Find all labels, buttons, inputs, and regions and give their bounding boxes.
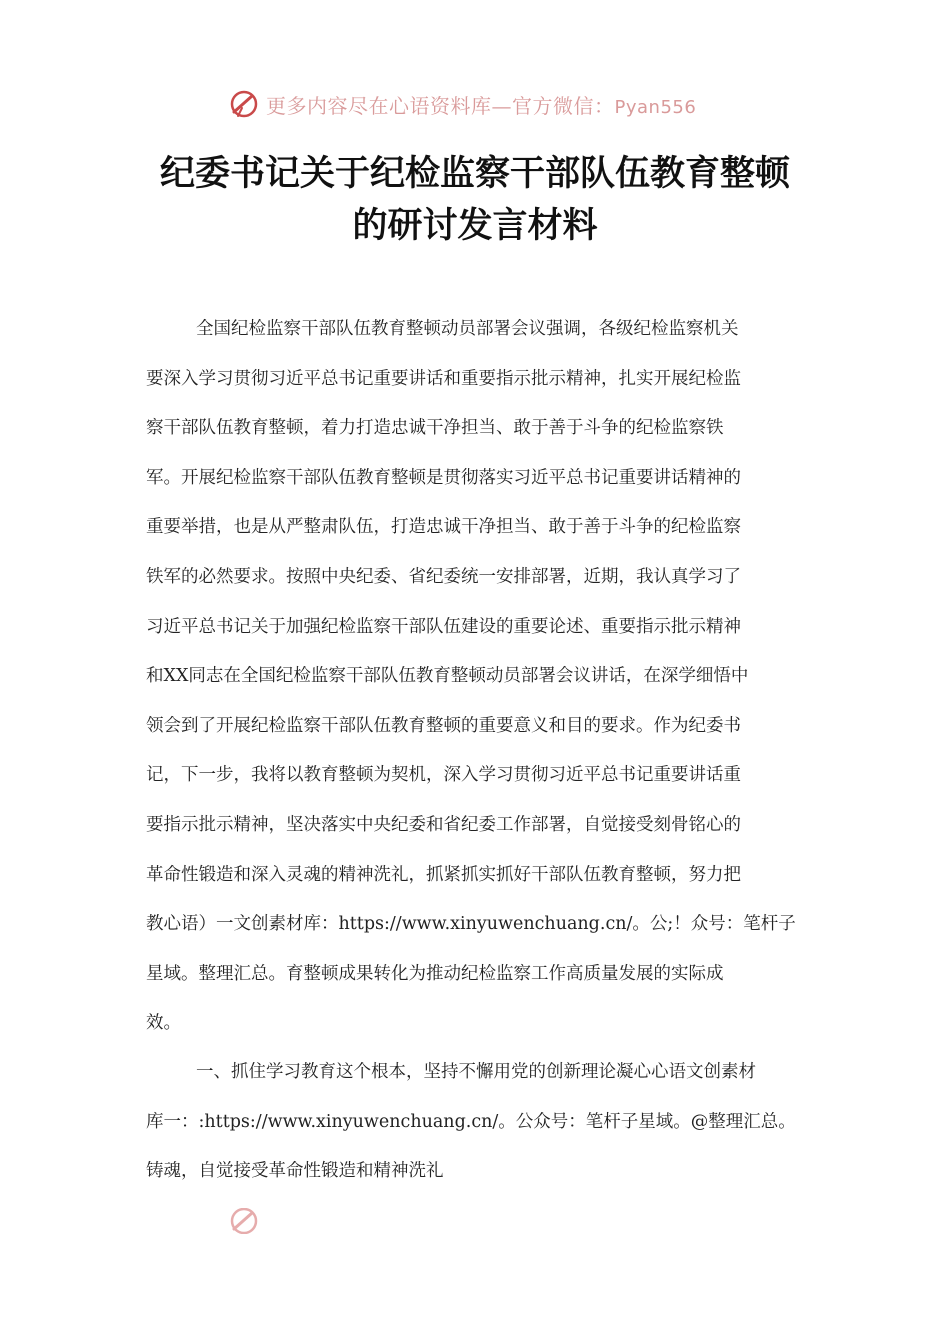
section-heading-line: 一、抓住学习教育这个根本，坚持不懈用党的创新理论凝心心语文创素材 bbox=[196, 1062, 756, 1082]
text-line: 铸魂，自觉接受革命性锻造和精神洗礼 bbox=[146, 1161, 444, 1182]
title-line-1: 纪委书记关于纪检监察干部队伍教育整顿 bbox=[159, 153, 790, 194]
text-line: 和XX同志在全国纪检监察干部队伍教育整顿动员部署会议讲话，在深学细悟中 bbox=[146, 666, 749, 687]
text-line: 库一：:https://www.xinyuwenchuang.cn/。公众号：笔杆子星域。@整理汇总。 bbox=[146, 1111, 796, 1132]
text-line: 铁军的必然要求。按照中央纪委、省纪委统一安排部署，近期，我认真学习了 bbox=[146, 566, 741, 587]
text-line: 要深入学习贯彻习近平总书记重要讲话和重要指示批示精神，扎实开展纪检监 bbox=[146, 368, 741, 389]
text-line: 重要举措，也是从严整肃队伍，打造忠诚干净担当、敢于善于斗争的纪检监察 bbox=[146, 517, 741, 538]
text-line: 要指示批示精神，坚决落实中央纪委和省纪委工作部署，自觉接受刻骨铭心的 bbox=[146, 814, 741, 835]
document-title bbox=[120, 148, 830, 252]
text-line: 察干部队伍教育整顿，着力打造忠诚干净担当、敢于善于斗争的纪检监察铁 bbox=[146, 418, 724, 439]
header-watermark bbox=[228, 86, 696, 122]
text-line: 星域。整理汇总。育整顿成果转化为推动纪检监察工作高质量发展的实际成 bbox=[146, 963, 724, 984]
text-line: 效。 bbox=[146, 1013, 181, 1034]
text-line: 领会到了开展纪检监察干部队伍教育整顿的重要意义和目的要求。作为纪委书 bbox=[146, 715, 741, 736]
text-line: 革命性锻造和深入灵魂的精神洗礼，抓紧抓实抓好干部队伍教育整顿，努力把 bbox=[146, 864, 741, 885]
text-line: 习近平总书记关于加强纪检监察干部队伍建设的重要论述、重要指示批示精神 bbox=[146, 616, 741, 637]
text-line: 全国纪检监察干部队伍教育整顿动员部署会议强调，各级纪检监察机关 bbox=[196, 319, 739, 339]
brand-logo-icon bbox=[228, 88, 260, 120]
footer-watermark bbox=[228, 1208, 266, 1234]
title-line-2: 的研讨发言材料 bbox=[352, 205, 598, 246]
text-line: 军。开展纪检监察干部队伍教育整顿是贯彻落实习近平总书记重要讲话精神的 bbox=[146, 467, 741, 488]
text-line: 教心语）一文创素材库：https://www.xinyuwenchuang.cn/。公;！众号：笔杆子 bbox=[146, 914, 796, 935]
paragraph-1 bbox=[146, 305, 806, 1049]
watermark-id: Pyan556 bbox=[614, 96, 697, 118]
watermark-text bbox=[266, 90, 696, 119]
watermark-cn: 更多内容尽在心语资料库—官方微信： bbox=[266, 93, 615, 118]
text-line: 记，下一步，我将以教育整顿为契机，深入学习贯彻习近平总书记重要讲话重 bbox=[146, 765, 741, 786]
brand-logo-icon bbox=[228, 1208, 260, 1234]
paragraph-2 bbox=[146, 1048, 806, 1197]
